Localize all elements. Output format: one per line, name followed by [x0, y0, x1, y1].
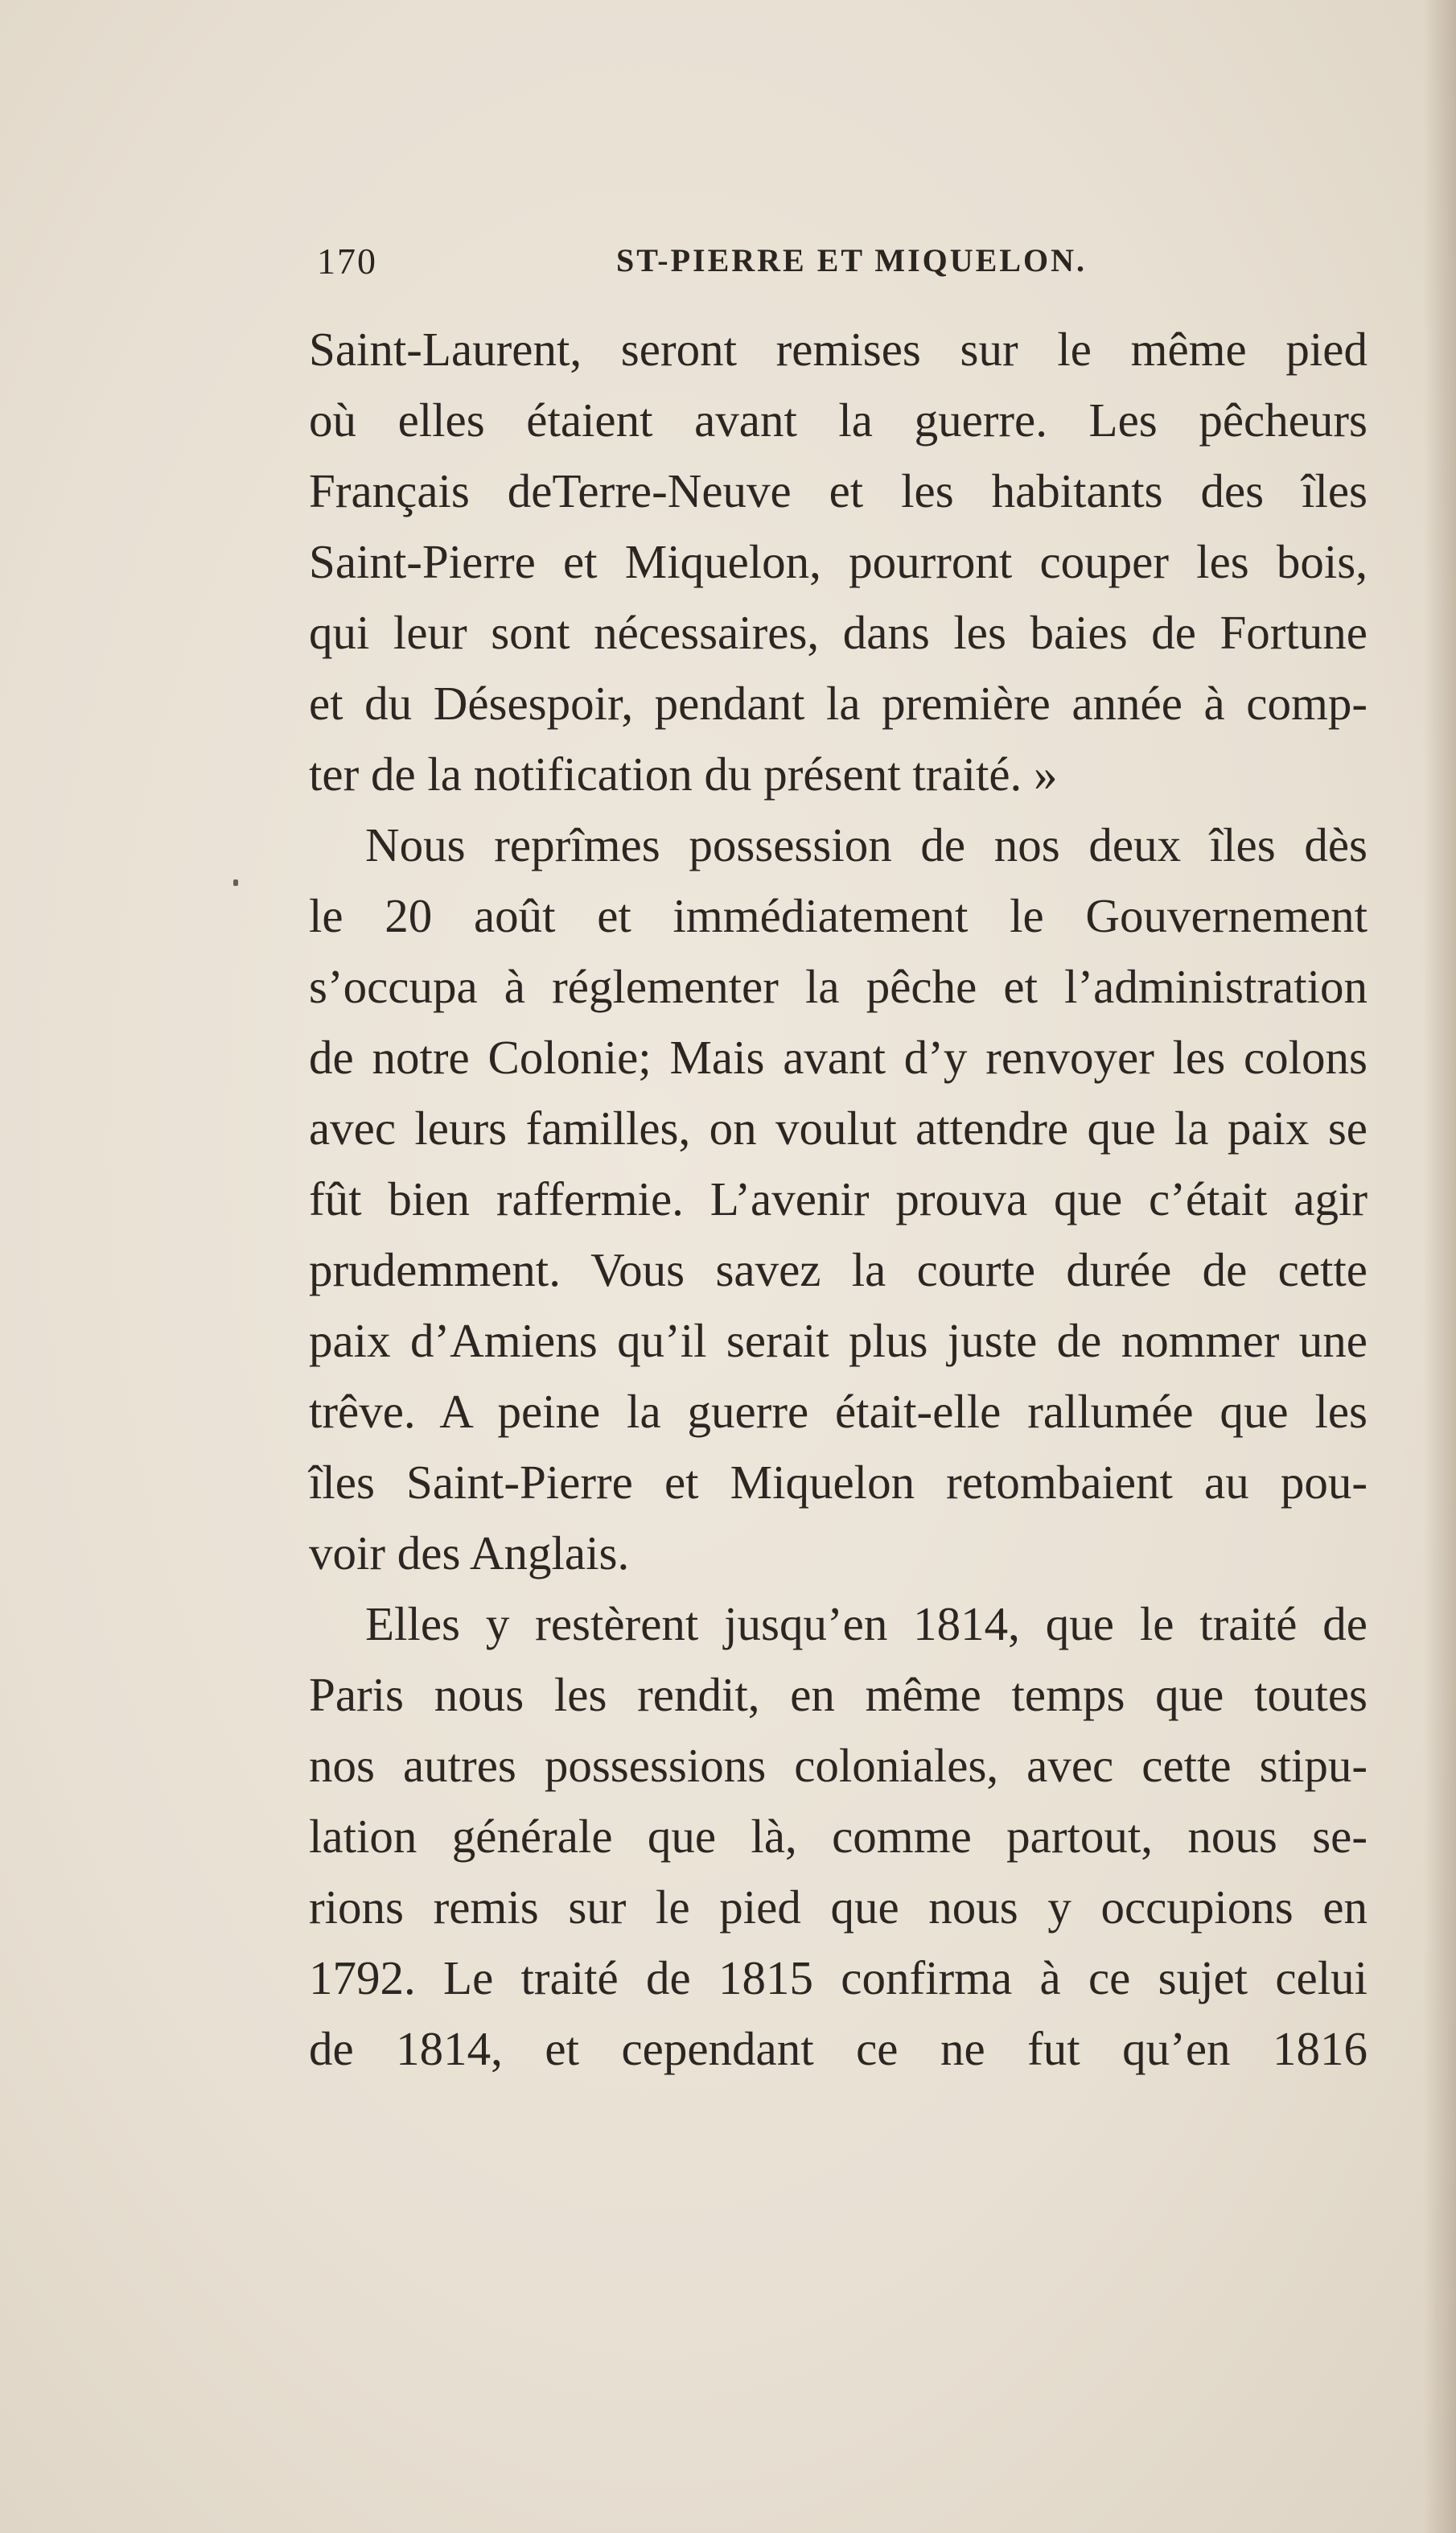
text-line: où elles étaient avant la guerre. Les pêcheurs	[309, 393, 1368, 447]
page-number: 170	[317, 241, 377, 282]
text-line: de notre Colonie; Mais avant d’y renvoyer les colons	[309, 1031, 1368, 1084]
text-line: îles Saint-Pierre et Miquelon retombaient au pou-	[309, 1456, 1368, 1509]
text-line: avec leurs familles, on voulut attendre que la paix se	[309, 1102, 1368, 1155]
page-edge-shadow	[1424, 0, 1456, 2533]
text-line: Français deTerre-Neuve et les habitants des îles	[309, 464, 1368, 517]
paragraph-start-line: Elles y restèrent jusqu’en 1814, que le traité de	[365, 1597, 1368, 1650]
body-text	[309, 314, 1368, 2084]
text-line: ter de la notification du présent traité. »	[309, 748, 1058, 801]
text-line: Saint-Pierre et Miquelon, pourront couper les bois,	[309, 535, 1368, 588]
text-line: le 20 août et immédiatement le Gouvernement	[309, 889, 1368, 942]
text-line: lation générale que là, comme partout, nous se-	[309, 1810, 1368, 1863]
text-line: s’occupa à réglementer la pêche et l’administration	[309, 960, 1368, 1013]
running-head: ST-PIERRE ET MIQUELON.	[616, 242, 1088, 278]
text-line: qui leur sont nécessaires, dans les baies de Fortune	[309, 606, 1368, 659]
paragraph-start-line: Nous reprîmes possession de nos deux îles dès	[365, 818, 1368, 871]
text-line: paix d’Amiens qu’il serait plus juste de nommer une	[309, 1314, 1368, 1367]
page-header	[311, 240, 1369, 288]
text-line: nos autres possessions coloniales, avec cette stipu-	[309, 1739, 1368, 1792]
text-line: trêve. A peine la guerre était-elle rallumée que les	[309, 1385, 1368, 1438]
text-line: et du Désespoir, pendant la première année à comp-	[309, 677, 1368, 730]
text-line: Paris nous les rendit, en même temps que toutes	[309, 1668, 1368, 1721]
text-line: rions remis sur le pied que nous y occupions en	[309, 1880, 1368, 1934]
text-line: voir des Anglais.	[309, 1526, 630, 1580]
text-line: Saint-Laurent, seront remises sur le même pied	[309, 323, 1368, 376]
text-line: 1792. Le traité de 1815 confirma à ce sujet celui	[309, 1951, 1368, 2004]
text-line: prudemment. Vous savez la courte durée de cette	[309, 1243, 1368, 1296]
text-line: de 1814, et cependant ce ne fut qu’en 1816	[309, 2022, 1368, 2075]
text-line: fût bien raffermie. L’avenir prouva que c’était agir	[309, 1172, 1368, 1225]
ink-speck	[233, 879, 238, 886]
